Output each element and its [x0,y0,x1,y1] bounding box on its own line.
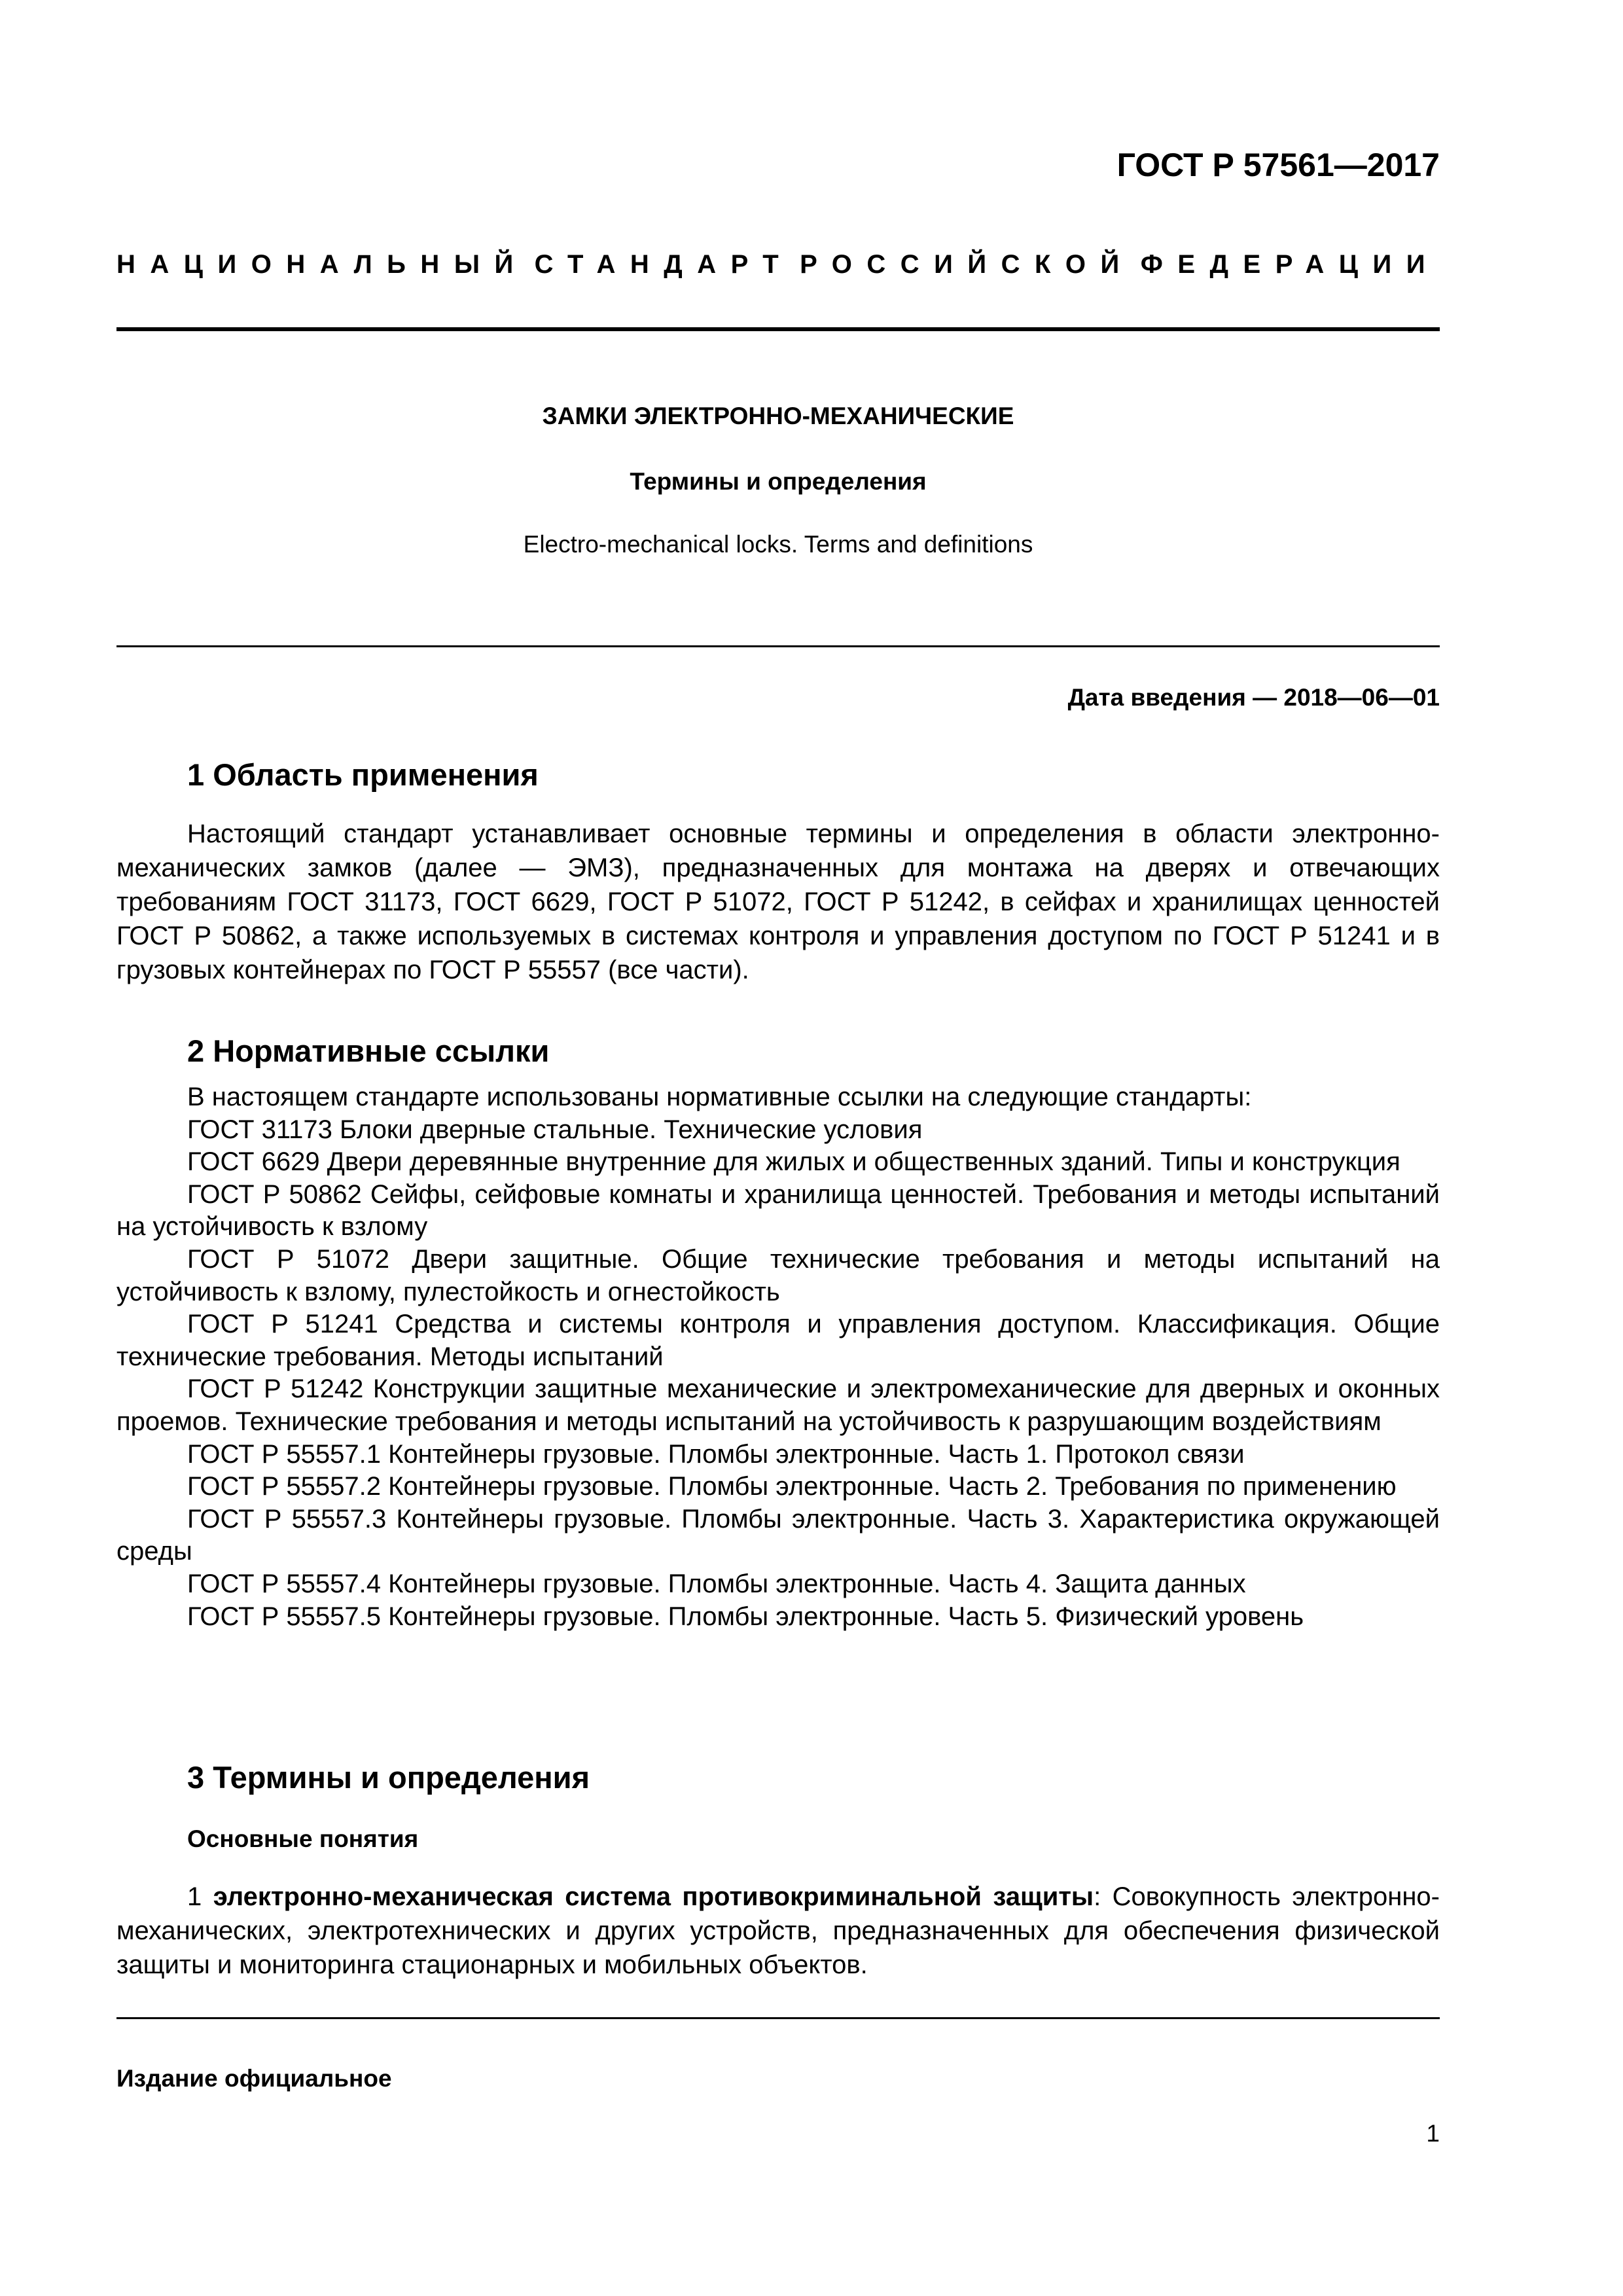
title-rule [116,645,1440,647]
reference-item: ГОСТ Р 55557.3 Контейнеры грузовые. Пломбы электронные. Часть 3. Характеристика окружающей среды [116,1504,1440,1566]
scope-paragraph: Настоящий стандарт устанавливает основные термины и определения в области электронно-механических замков (далее — ЭМЗ), предназначенных для монтажа на дверях и отвечающих требованиям ГОСТ 31173, ГОСТ 6629, ГОСТ Р 51072, ГОСТ Р 51242, в сейфах и хранилищах ценностей ГОСТ Р 50862, а также используемых в системах контроля и управления доступом по ГОСТ Р 51241 и в грузовых контейнерах по ГОСТ Р 55557 (все части). [116,819,1440,984]
national-standard-banner [116,246,1440,283]
introduction-date: Дата введения — 2018—06—01 [1067,684,1440,711]
terms-subheading: Основные понятия [187,1825,419,1852]
banner-word: РОССИЙСКОЙ [800,250,1134,279]
header-rule [116,327,1440,331]
document-subtitle: Термины и определения [630,468,927,495]
banner-word: ФЕДЕРАЦИИ [1140,250,1440,279]
reference-item: ГОСТ Р 50862 Сейфы, сейфовые комнаты и хранилища ценностей. Требования и методы испытаний на устойчивость к взлому [116,1179,1440,1242]
reference-item: ГОСТ Р 55557.1 Контейнеры грузовые. Пломбы электронные. Часть 1. Протокол связи [187,1439,1245,1469]
reference-item: ГОСТ Р 55557.4 Контейнеры грузовые. Пломбы электронные. Часть 4. Защита данных [187,1569,1246,1598]
term-entry [116,1880,1440,1982]
reference-item: ГОСТ Р 51242 Конструкции защитные механические и электромеханические для дверных и оконных проемов. Технические требования и методы испытаний на устойчивость к разрушающим воздействиям [116,1374,1440,1436]
section-heading-terms: 3 Термины и определения [187,1760,590,1795]
reference-item: ГОСТ Р 55557.2 Контейнеры грузовые. Пломбы электронные. Часть 2. Требования по применению [187,1472,1397,1501]
reference-item: ГОСТ Р 55557.5 Контейнеры грузовые. Пломбы электронные. Часть 5. Физический уровень [187,1602,1304,1631]
normative-references-list [116,1081,1440,1633]
official-edition-label: Издание официальное [116,2065,392,2092]
references-intro: В настоящем стандарте использованы нормативные ссылки на следующие стандарты: [187,1083,1252,1111]
term-name: электронно-механическая система противокриминальной защиты [213,1882,1094,1911]
reference-item: ГОСТ Р 51072 Двери защитные. Общие технические требования и методы испытаний на устойчивость к взлому, пулестойкость и огнестойкость [116,1244,1440,1306]
reference-item: ГОСТ 6629 Двери деревянные внутренние для жилых и общественных зданий. Типы и конструкция [187,1147,1400,1177]
footer-rule [116,2017,1440,2019]
page-number: 1 [1426,2120,1440,2147]
english-title: Electro-mechanical locks. Terms and definitions [523,531,1033,558]
document-code: ГОСТ Р 57561—2017 [1116,147,1440,183]
document-title: ЗАМКИ ЭЛЕКТРОННО-МЕХАНИЧЕСКИЕ [542,403,1014,429]
term-definition: Совокупность электронно-механических, электротехнических и других устройств, предназначенных для обеспечения физической защиты и мониторинга стационарных и мобильных объектов. [116,1882,1440,1979]
term-separator: : [1094,1882,1113,1911]
section-heading-normative-references: 2 Нормативные ссылки [187,1033,550,1068]
banner-word: СТАНДАРТ [534,250,794,279]
term-number: 1 [187,1882,202,1911]
reference-item: ГОСТ Р 51241 Средства и системы контроля и управления доступом. Классификация. Общие технические требования. Методы испытаний [116,1310,1440,1371]
banner-word: НАЦИОНАЛЬНЫЙ [116,250,528,279]
reference-item: ГОСТ 31173 Блоки дверные стальные. Технические условия [187,1115,923,1144]
section-heading-scope: 1 Область применения [187,757,539,792]
